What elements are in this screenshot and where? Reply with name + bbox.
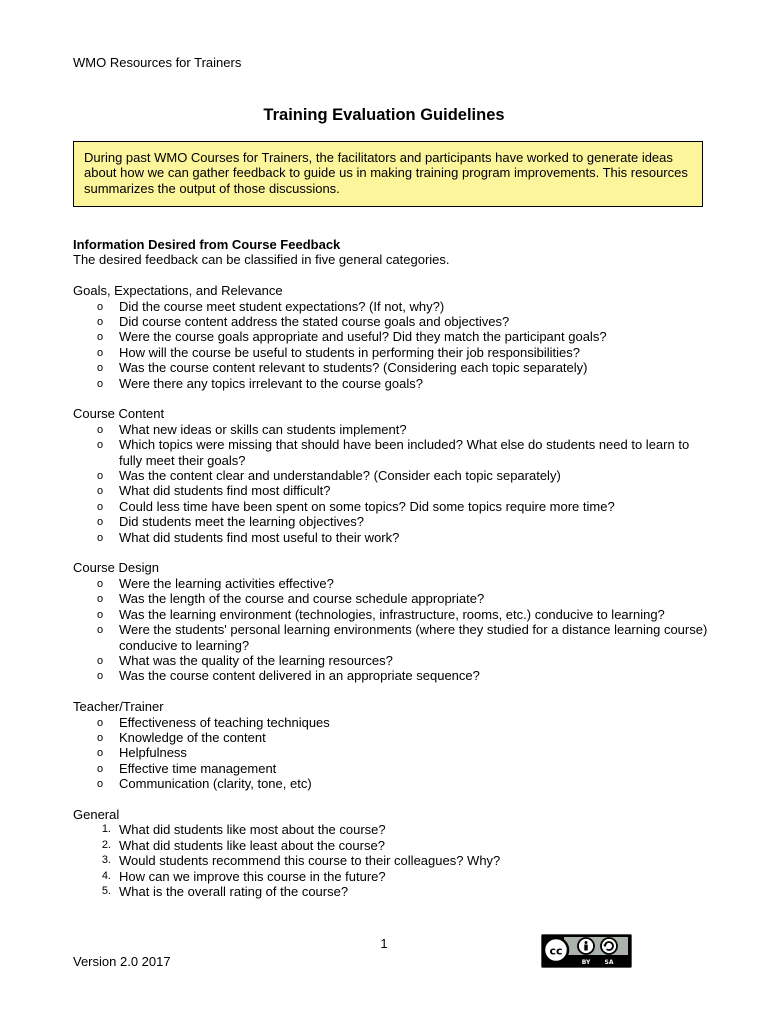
list-item bbox=[73, 591, 713, 606]
list-item-text: Was the length of the course and course schedule appropriate? bbox=[119, 591, 485, 607]
list-item bbox=[73, 607, 713, 622]
bullet-icon: o bbox=[97, 531, 104, 544]
category-title-teacher: Teacher/Trainer bbox=[73, 699, 164, 715]
list-item bbox=[73, 329, 713, 344]
list-number: 1. bbox=[101, 823, 111, 836]
list-item bbox=[73, 622, 713, 653]
teacher-list bbox=[73, 715, 713, 792]
list-item bbox=[73, 745, 713, 760]
bullet-icon: o bbox=[97, 624, 104, 637]
list-item bbox=[73, 483, 713, 498]
list-item bbox=[73, 314, 713, 329]
goals-list bbox=[73, 299, 713, 391]
section-subtitle: The desired feedback can be classified in five general categories. bbox=[73, 252, 450, 268]
cc-by-sa-license-badge bbox=[541, 934, 632, 968]
list-item-text: Effectiveness of teaching techniques bbox=[119, 714, 330, 730]
list-item-text: What did students find most difficult? bbox=[119, 483, 331, 499]
page-number: 1 bbox=[380, 936, 388, 951]
list-item-text: Could less time have been spent on some topics? Did some topics require more time? bbox=[119, 498, 615, 514]
list-item-text: What is the overall rating of the course? bbox=[119, 883, 349, 899]
list-item bbox=[73, 360, 713, 375]
list-item-text: What did students like most about the course? bbox=[119, 822, 386, 838]
category-title-design: Course Design bbox=[73, 560, 159, 576]
bullet-icon: o bbox=[97, 593, 104, 606]
list-item bbox=[73, 838, 713, 853]
license-sa-label: SA bbox=[604, 959, 614, 966]
list-item-text: What new ideas or skills can students implement? bbox=[119, 421, 407, 437]
list-item bbox=[73, 345, 713, 360]
bullet-icon: o bbox=[97, 331, 104, 344]
bullet-icon: o bbox=[97, 670, 104, 683]
bullet-icon: o bbox=[97, 470, 104, 483]
bullet-icon: o bbox=[97, 300, 104, 313]
list-item bbox=[73, 869, 713, 884]
bullet-icon: o bbox=[97, 316, 104, 329]
list-item-text: Was the course content delivered in an appropriate sequence? bbox=[119, 668, 480, 684]
list-item-text: How will the course be useful to students in performing their job responsibilities? bbox=[119, 344, 581, 360]
bullet-icon: o bbox=[97, 346, 104, 359]
list-item bbox=[73, 530, 713, 545]
content-list bbox=[73, 422, 713, 545]
bullet-icon: o bbox=[97, 608, 104, 621]
bullet-icon: o bbox=[97, 778, 104, 791]
page-title: Training Evaluation Guidelines bbox=[263, 106, 505, 124]
bullet-icon: o bbox=[97, 423, 104, 436]
list-item-text: Communication (clarity, tone, etc) bbox=[119, 776, 312, 792]
list-number: 5. bbox=[101, 884, 111, 897]
list-item bbox=[73, 761, 713, 776]
intro-callout-box bbox=[73, 141, 703, 207]
intro-text: During past WMO Courses for Trainers, the facilitators and participants have worked to generate ideas about how we can gather feedback to guide us in making training program improvements. This resources summarizes the output of those discussions. bbox=[84, 150, 688, 196]
bullet-icon: o bbox=[97, 377, 104, 390]
list-item bbox=[73, 499, 713, 514]
list-item-text: Were the learning activities effective? bbox=[119, 575, 334, 591]
list-item-text: Knowledge of the content bbox=[119, 729, 266, 745]
bullet-icon: o bbox=[97, 362, 104, 375]
list-item bbox=[73, 715, 713, 730]
list-item bbox=[73, 422, 713, 437]
bullet-icon: o bbox=[97, 716, 104, 729]
list-item bbox=[73, 437, 713, 468]
category-title-content: Course Content bbox=[73, 406, 165, 422]
category-title-goals: Goals, Expectations, and Relevance bbox=[73, 283, 283, 299]
bullet-icon: o bbox=[97, 731, 104, 744]
bullet-icon: o bbox=[97, 762, 104, 775]
svg-text:cc: cc bbox=[549, 944, 563, 958]
list-item bbox=[73, 776, 713, 791]
category-title-general: General bbox=[73, 806, 120, 822]
license-by-label: BY bbox=[581, 959, 591, 966]
bullet-icon: o bbox=[97, 747, 104, 760]
list-item-text: Did course content address the stated course goals and objectives? bbox=[119, 314, 510, 330]
section-heading: Information Desired from Course Feedback bbox=[73, 237, 341, 252]
general-list bbox=[73, 822, 713, 899]
version-label: Version 2.0 2017 bbox=[73, 954, 171, 969]
list-number: 4. bbox=[101, 869, 111, 882]
list-item-text: Was the content clear and understandable? (Consider each topic separately) bbox=[119, 468, 561, 484]
list-item-text: Effective time management bbox=[119, 760, 277, 776]
bullet-icon: o bbox=[97, 516, 104, 529]
list-item bbox=[73, 730, 713, 745]
list-item-text: How can we improve this course in the future? bbox=[119, 868, 386, 884]
cc-license-icon bbox=[542, 935, 631, 967]
list-item-text: Was the course content relevant to students? (Considering each topic separately) bbox=[119, 360, 588, 376]
main-content bbox=[73, 237, 713, 899]
list-item bbox=[73, 576, 713, 591]
list-item bbox=[73, 653, 713, 668]
bullet-icon: o bbox=[97, 439, 104, 452]
list-item bbox=[73, 376, 713, 391]
list-item bbox=[73, 884, 713, 899]
list-item-text: Would students recommend this course to their colleagues? Why? bbox=[119, 853, 501, 869]
list-item-text: Did the course meet student expectations? (If not, why?) bbox=[119, 298, 445, 314]
bullet-icon: o bbox=[97, 500, 104, 513]
list-item-text: What did students find most useful to their work? bbox=[119, 529, 400, 545]
list-item-text: Were there any topics irrelevant to the course goals? bbox=[119, 375, 423, 391]
list-item-text: Helpfulness bbox=[119, 745, 187, 761]
design-list bbox=[73, 576, 713, 684]
list-item-text: Did students meet the learning objectives? bbox=[119, 514, 364, 530]
list-item-text: Were the students' personal learning environments (where they studied for a distance learning course) conducive to learning? bbox=[119, 622, 708, 653]
list-number: 2. bbox=[101, 838, 111, 851]
list-item-text: What was the quality of the learning resources? bbox=[119, 652, 393, 668]
list-item bbox=[73, 299, 713, 314]
list-item bbox=[73, 668, 713, 683]
running-header: WMO Resources for Trainers bbox=[73, 55, 242, 70]
list-item bbox=[73, 468, 713, 483]
list-item-text: What did students like least about the course? bbox=[119, 837, 385, 853]
list-item bbox=[73, 514, 713, 529]
list-item bbox=[73, 853, 713, 868]
list-item bbox=[73, 822, 713, 837]
bullet-icon: o bbox=[97, 577, 104, 590]
list-number: 3. bbox=[101, 854, 111, 867]
list-item-text: Was the learning environment (technologies, infrastructure, rooms, etc.) conducive to learning? bbox=[119, 606, 665, 622]
list-item-text: Which topics were missing that should have been included? What else do students need to learn to fully meet their goals? bbox=[119, 437, 690, 468]
bullet-icon: o bbox=[97, 485, 104, 498]
bullet-icon: o bbox=[97, 654, 104, 667]
list-item-text: Were the course goals appropriate and useful? Did they match the participant goals? bbox=[119, 329, 607, 345]
